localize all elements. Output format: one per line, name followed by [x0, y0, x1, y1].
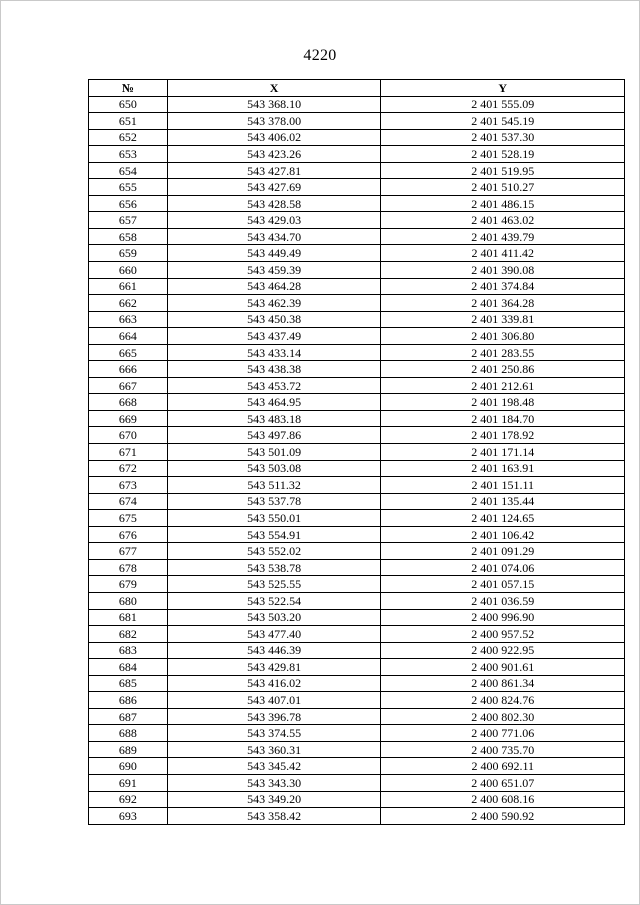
table-row: [89, 559, 625, 576]
cell-y: 2 401 545.19: [381, 113, 625, 130]
cell-x: 543 503.20: [167, 609, 381, 626]
cell-y: 2 401 537.30: [381, 129, 625, 146]
cell-number: 670: [89, 427, 168, 444]
cell-number: 678: [89, 559, 168, 576]
cell-x: 543 501.09: [167, 444, 381, 461]
cell-y: 2 401 091.29: [381, 543, 625, 560]
table-row: [89, 592, 625, 609]
cell-x: 543 407.01: [167, 692, 381, 709]
table-row: [89, 493, 625, 510]
cell-number: 683: [89, 642, 168, 659]
cell-number: 672: [89, 460, 168, 477]
cell-y: 2 401 198.48: [381, 394, 625, 411]
cell-number: 676: [89, 526, 168, 543]
cell-number: 652: [89, 129, 168, 146]
cell-x: 543 428.58: [167, 195, 381, 212]
cell-y: 2 400 802.30: [381, 708, 625, 725]
cell-x: 543 345.42: [167, 758, 381, 775]
cell-x: 543 483.18: [167, 410, 381, 427]
cell-y: 2 401 374.84: [381, 278, 625, 295]
table-row: [89, 609, 625, 626]
table-row: [89, 659, 625, 676]
header-x: X: [167, 80, 381, 97]
cell-x: 543 396.78: [167, 708, 381, 725]
cell-y: 2 401 463.02: [381, 212, 625, 229]
cell-number: 688: [89, 725, 168, 742]
cell-x: 543 550.01: [167, 510, 381, 527]
table-row: [89, 741, 625, 758]
cell-number: 655: [89, 179, 168, 196]
cell-number: 673: [89, 477, 168, 494]
table-row: [89, 179, 625, 196]
cell-y: 2 400 771.06: [381, 725, 625, 742]
cell-number: 680: [89, 592, 168, 609]
table-row: [89, 808, 625, 825]
cell-x: 543 446.39: [167, 642, 381, 659]
table-row: [89, 394, 625, 411]
cell-y: 2 400 692.11: [381, 758, 625, 775]
table-row: [89, 758, 625, 775]
cell-x: 543 349.20: [167, 791, 381, 808]
cell-y: 2 401 510.27: [381, 179, 625, 196]
cell-number: 657: [89, 212, 168, 229]
table-row: [89, 526, 625, 543]
cell-y: 2 401 074.06: [381, 559, 625, 576]
table-row: [89, 708, 625, 725]
cell-number: 684: [89, 659, 168, 676]
table-row: [89, 311, 625, 328]
cell-y: 2 401 528.19: [381, 146, 625, 163]
cell-x: 543 438.38: [167, 361, 381, 378]
cell-y: 2 400 922.95: [381, 642, 625, 659]
coordinates-table: [88, 79, 625, 825]
cell-y: 2 401 555.09: [381, 96, 625, 113]
cell-number: 650: [89, 96, 168, 113]
cell-number: 654: [89, 162, 168, 179]
cell-x: 543 416.02: [167, 675, 381, 692]
cell-number: 668: [89, 394, 168, 411]
cell-number: 682: [89, 626, 168, 643]
cell-number: 664: [89, 328, 168, 345]
header-y: Y: [381, 80, 625, 97]
table-row: [89, 146, 625, 163]
cell-x: 543 497.86: [167, 427, 381, 444]
table-row: [89, 725, 625, 742]
table-row: [89, 245, 625, 262]
cell-y: 2 400 861.34: [381, 675, 625, 692]
table-row: [89, 444, 625, 461]
cell-y: 2 401 212.61: [381, 377, 625, 394]
cell-y: 2 401 135.44: [381, 493, 625, 510]
cell-x: 543 537.78: [167, 493, 381, 510]
table-row: [89, 692, 625, 709]
cell-y: 2 401 151.11: [381, 477, 625, 494]
table-row: [89, 278, 625, 295]
cell-number: 674: [89, 493, 168, 510]
table-row: [89, 675, 625, 692]
cell-y: 2 401 057.15: [381, 576, 625, 593]
cell-x: 543 450.38: [167, 311, 381, 328]
cell-y: 2 401 178.92: [381, 427, 625, 444]
cell-number: 662: [89, 295, 168, 312]
cell-x: 543 538.78: [167, 559, 381, 576]
cell-y: 2 401 439.79: [381, 228, 625, 245]
cell-x: 543 503.08: [167, 460, 381, 477]
cell-x: 543 368.10: [167, 96, 381, 113]
cell-y: 2 401 339.81: [381, 311, 625, 328]
cell-y: 2 400 590.92: [381, 808, 625, 825]
cell-x: 543 477.40: [167, 626, 381, 643]
cell-number: 660: [89, 262, 168, 279]
cell-x: 543 433.14: [167, 344, 381, 361]
cell-y: 2 401 163.91: [381, 460, 625, 477]
cell-number: 690: [89, 758, 168, 775]
cell-number: 691: [89, 774, 168, 791]
table-row: [89, 377, 625, 394]
table-row: [89, 460, 625, 477]
cell-number: 663: [89, 311, 168, 328]
cell-x: 543 434.70: [167, 228, 381, 245]
table-row: [89, 543, 625, 560]
cell-x: 543 449.49: [167, 245, 381, 262]
cell-number: 675: [89, 510, 168, 527]
page-number: 4220: [303, 47, 337, 64]
cell-x: 543 437.49: [167, 328, 381, 345]
cell-x: 543 552.02: [167, 543, 381, 560]
cell-y: 2 401 486.15: [381, 195, 625, 212]
cell-number: 661: [89, 278, 168, 295]
cell-x: 543 462.39: [167, 295, 381, 312]
cell-number: 686: [89, 692, 168, 709]
table-row: [89, 576, 625, 593]
cell-x: 543 378.00: [167, 113, 381, 130]
table-row: [89, 328, 625, 345]
cell-x: 543 427.81: [167, 162, 381, 179]
cell-x: 543 511.32: [167, 477, 381, 494]
table-row: [89, 162, 625, 179]
cell-number: 689: [89, 741, 168, 758]
table-row: [89, 113, 625, 130]
cell-number: 653: [89, 146, 168, 163]
cell-number: 677: [89, 543, 168, 560]
cell-y: 2 400 996.90: [381, 609, 625, 626]
cell-y: 2 401 411.42: [381, 245, 625, 262]
cell-y: 2 401 036.59: [381, 592, 625, 609]
table-row: [89, 129, 625, 146]
cell-number: 651: [89, 113, 168, 130]
cell-number: 687: [89, 708, 168, 725]
cell-number: 669: [89, 410, 168, 427]
table-row: [89, 96, 625, 113]
cell-x: 543 522.54: [167, 592, 381, 609]
cell-number: 693: [89, 808, 168, 825]
cell-y: 2 401 124.65: [381, 510, 625, 527]
cell-y: 2 400 957.52: [381, 626, 625, 643]
table-row: [89, 626, 625, 643]
cell-number: 685: [89, 675, 168, 692]
table-row: [89, 642, 625, 659]
table-row: [89, 195, 625, 212]
cell-x: 543 406.02: [167, 129, 381, 146]
cell-number: 679: [89, 576, 168, 593]
table-row: [89, 477, 625, 494]
cell-y: 2 400 824.76: [381, 692, 625, 709]
cell-x: 543 427.69: [167, 179, 381, 196]
cell-x: 543 554.91: [167, 526, 381, 543]
cell-y: 2 401 390.08: [381, 262, 625, 279]
table-header-row: [89, 80, 625, 97]
cell-x: 543 464.28: [167, 278, 381, 295]
cell-y: 2 401 364.28: [381, 295, 625, 312]
cell-number: 671: [89, 444, 168, 461]
cell-number: 659: [89, 245, 168, 262]
table-row: [89, 410, 625, 427]
cell-x: 543 525.55: [167, 576, 381, 593]
table-row: [89, 791, 625, 808]
cell-x: 543 423.26: [167, 146, 381, 163]
table-row: [89, 262, 625, 279]
cell-number: 658: [89, 228, 168, 245]
cell-y: 2 400 651.07: [381, 774, 625, 791]
cell-x: 543 429.03: [167, 212, 381, 229]
header-number: №: [89, 80, 168, 97]
cell-number: 656: [89, 195, 168, 212]
cell-y: 2 400 735.70: [381, 741, 625, 758]
table-row: [89, 344, 625, 361]
cell-y: 2 401 519.95: [381, 162, 625, 179]
cell-x: 543 360.31: [167, 741, 381, 758]
table-row: [89, 427, 625, 444]
table-row: [89, 295, 625, 312]
cell-x: 543 358.42: [167, 808, 381, 825]
cell-y: 2 401 306.80: [381, 328, 625, 345]
cell-y: 2 401 184.70: [381, 410, 625, 427]
cell-number: 692: [89, 791, 168, 808]
cell-x: 543 459.39: [167, 262, 381, 279]
cell-x: 543 429.81: [167, 659, 381, 676]
table-row: [89, 510, 625, 527]
table-row: [89, 774, 625, 791]
table-row: [89, 361, 625, 378]
cell-y: 2 401 106.42: [381, 526, 625, 543]
cell-number: 665: [89, 344, 168, 361]
cell-x: 543 453.72: [167, 377, 381, 394]
cell-y: 2 401 283.55: [381, 344, 625, 361]
cell-number: 681: [89, 609, 168, 626]
cell-number: 666: [89, 361, 168, 378]
cell-y: 2 400 901.61: [381, 659, 625, 676]
cell-y: 2 400 608.16: [381, 791, 625, 808]
cell-y: 2 401 250.86: [381, 361, 625, 378]
cell-x: 543 464.95: [167, 394, 381, 411]
cell-x: 543 374.55: [167, 725, 381, 742]
table-row: [89, 228, 625, 245]
table-row: [89, 212, 625, 229]
table-body: [89, 96, 625, 824]
cell-y: 2 401 171.14: [381, 444, 625, 461]
cell-x: 543 343.30: [167, 774, 381, 791]
cell-number: 667: [89, 377, 168, 394]
